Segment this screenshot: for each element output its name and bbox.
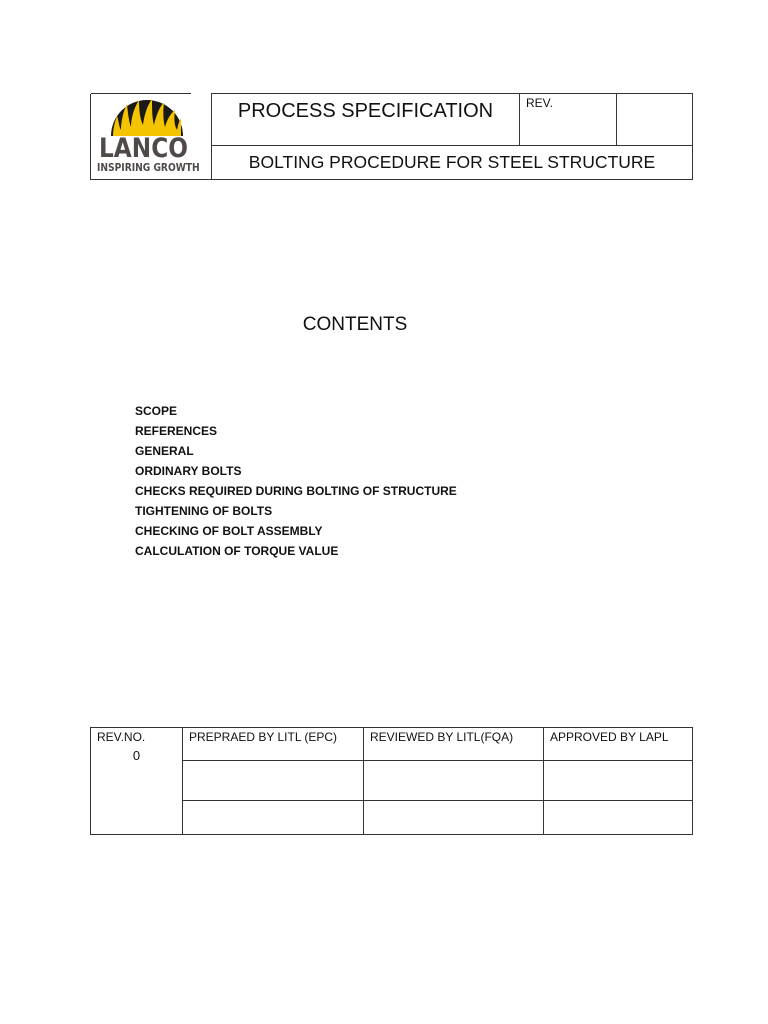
contents-item-general: GENERAL: [135, 444, 194, 458]
rev-no-cell: [91, 728, 183, 835]
reviewed-by-date-cell: [364, 801, 544, 835]
header-table: [90, 93, 693, 180]
approved-by-header: APPROVED BY LAPL: [544, 728, 693, 761]
contents-item-ordinary-bolts: ORDINARY BOLTS: [135, 464, 242, 478]
reviewed-by-header: REVIEWED BY LITL(FQA): [364, 728, 544, 761]
prepared-by-cell: [183, 761, 364, 801]
logo-tagline: INSPIRING GROWTH: [97, 160, 200, 174]
rev-label: REV.: [520, 94, 617, 146]
contents-item-scope: SCOPE: [135, 404, 178, 418]
contents-item-references: REFERENCES: [135, 424, 218, 438]
approved-by-date-cell: [544, 801, 693, 835]
flame-logo-icon: [97, 94, 197, 138]
document-title: PROCESS SPECIFICATION: [212, 94, 520, 146]
prepared-by-header: PREPRAED BY LITL (EPC): [183, 728, 364, 761]
contents-item-checks-required: CHECKS REQUIRED DURING BOLTING OF STRUCTURE: [135, 484, 457, 498]
contents-list: [135, 403, 457, 563]
approved-by-cell: [544, 761, 693, 801]
logo-wordmark: LANCO: [99, 132, 188, 164]
revision-table: [90, 727, 693, 835]
logo-cell: [91, 94, 212, 180]
rev-no-header: REV.NO.: [97, 730, 146, 744]
rev-value: [617, 94, 693, 146]
contents-title: CONTENTS: [302, 314, 408, 335]
prepared-by-date-cell: [183, 801, 364, 835]
rev-no-value: 0: [132, 748, 141, 763]
lanco-logo: [97, 94, 200, 178]
document-subtitle: BOLTING PROCEDURE FOR STEEL STRUCTURE: [212, 146, 693, 180]
contents-item-checking-assembly: CHECKING OF BOLT ASSEMBLY: [135, 524, 323, 538]
reviewed-by-cell: [364, 761, 544, 801]
contents-item-tightening: TIGHTENING OF BOLTS: [135, 504, 273, 518]
contents-item-torque-calculation: CALCULATION OF TORQUE VALUE: [135, 544, 339, 558]
